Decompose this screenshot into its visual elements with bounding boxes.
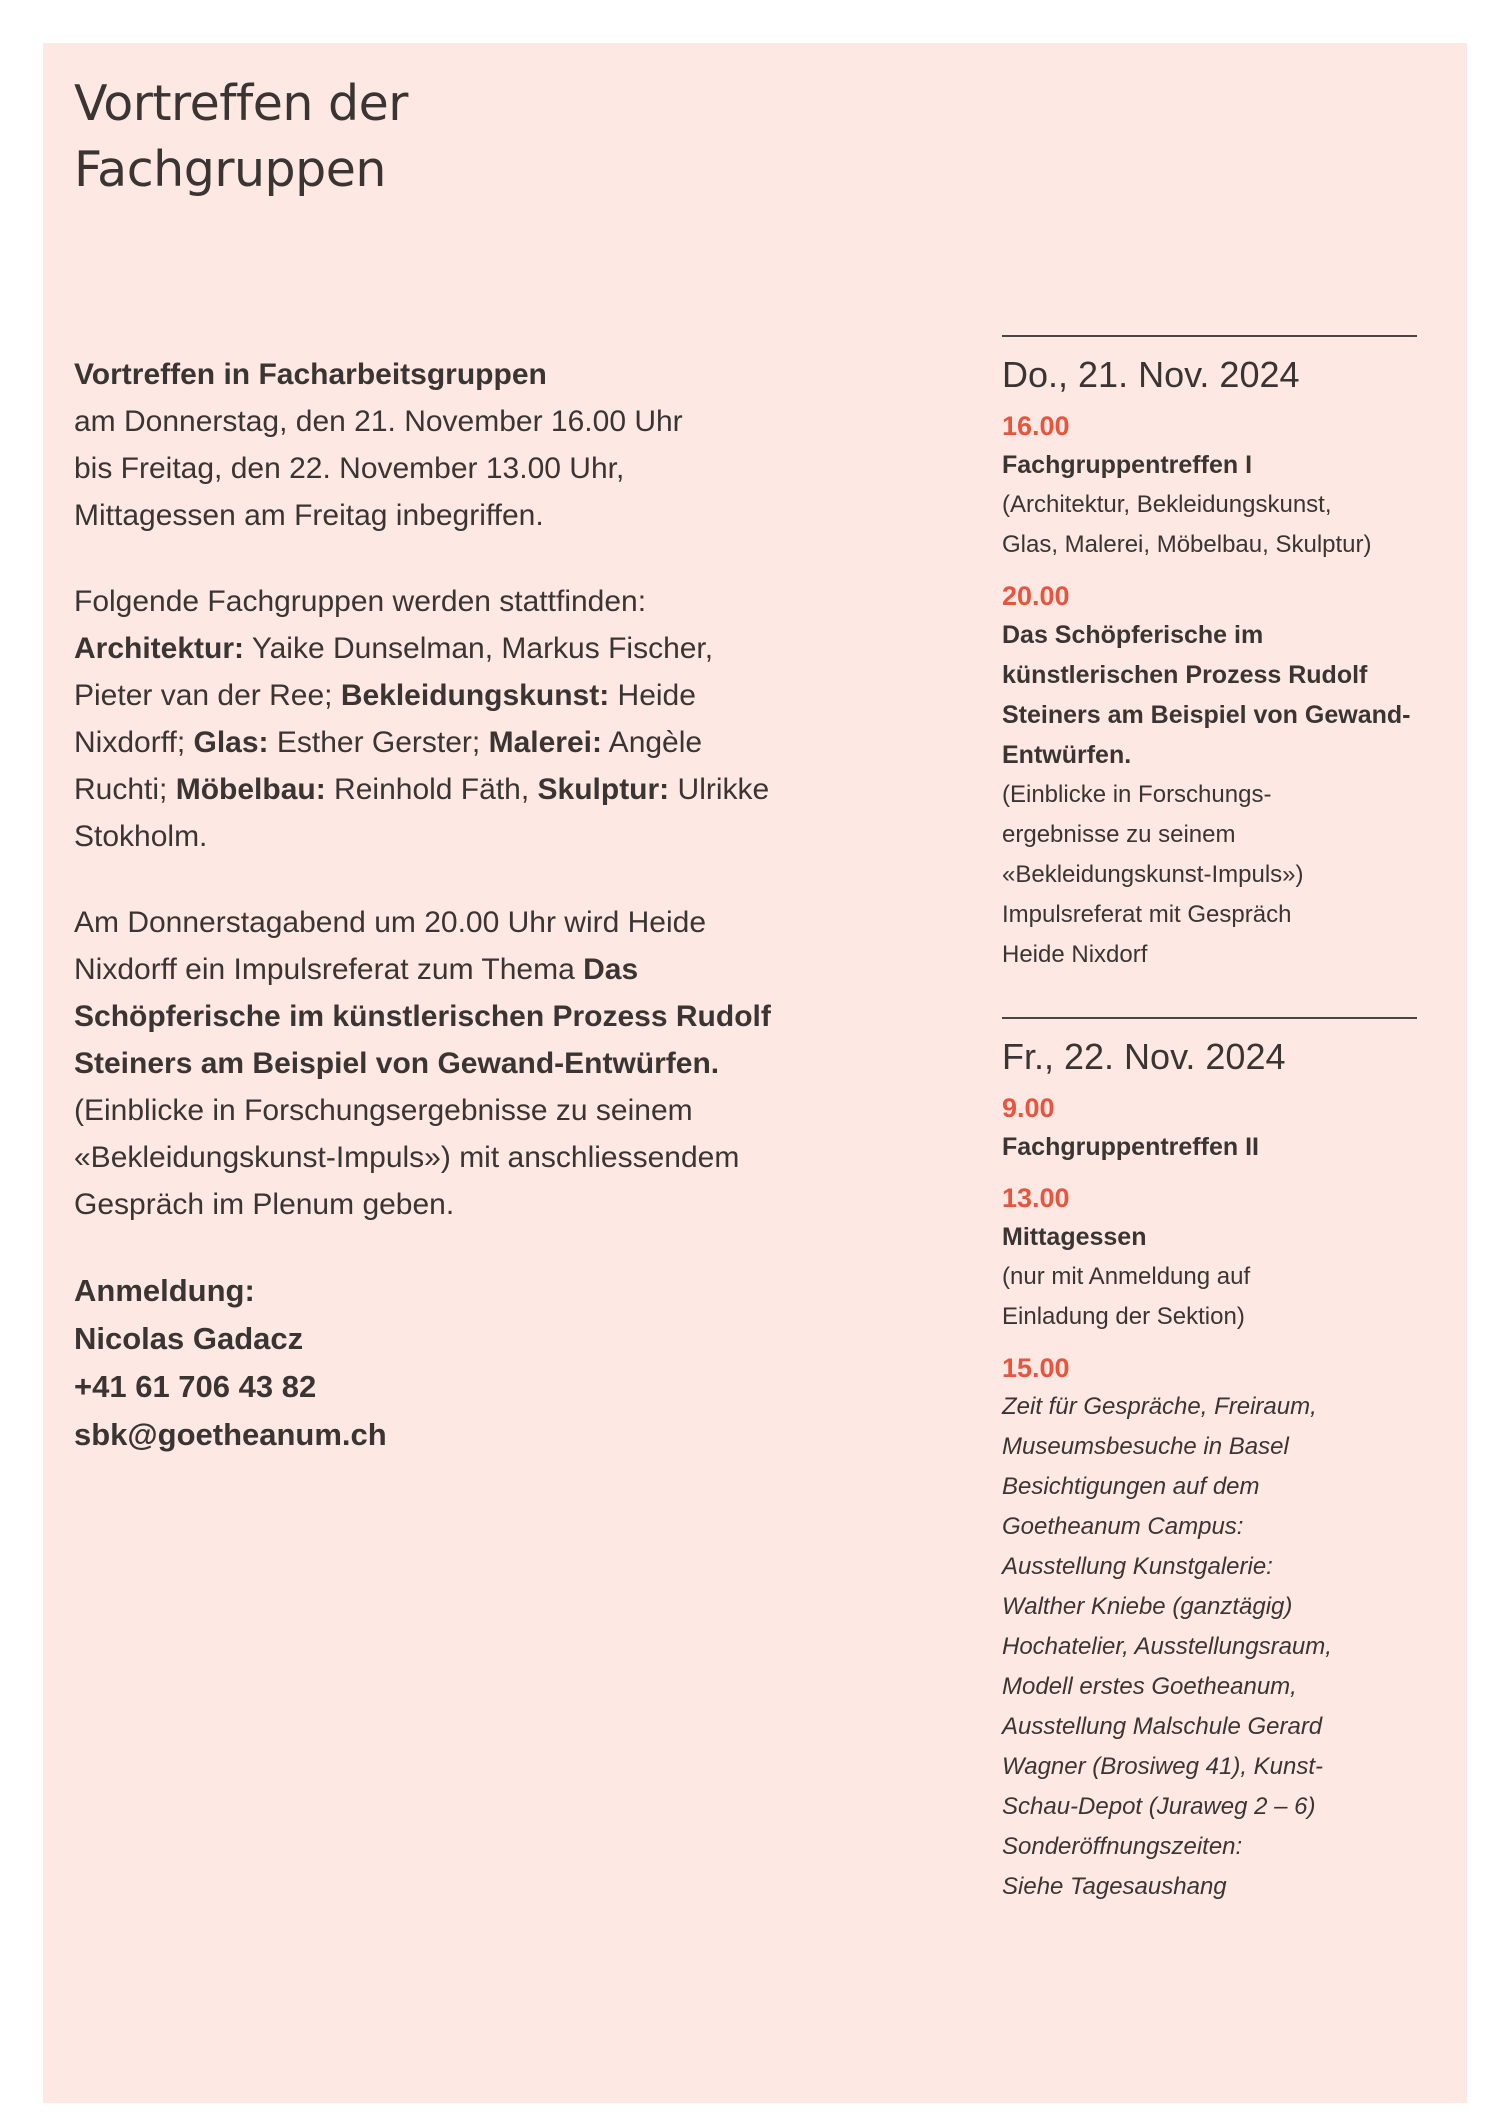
item-title: Fachgruppentreffen II bbox=[1002, 1133, 1259, 1161]
title-line-2: Fachgruppen bbox=[74, 141, 386, 198]
item-description-line: Walther Kniebe (ganztägig) bbox=[1002, 1593, 1293, 1620]
item-description-line: Impulsreferat mit Gespräch bbox=[1002, 901, 1292, 928]
groups-lead: Folgende Fachgruppen werden stattfinden: bbox=[74, 585, 647, 618]
description-column bbox=[74, 351, 794, 1498]
item-description-line: Museumsbesuche in Basel bbox=[1002, 1433, 1289, 1460]
schedule-column bbox=[1002, 335, 1417, 1949]
item-description bbox=[1002, 775, 1417, 975]
group-members: Reinhold Fäth, bbox=[325, 773, 538, 806]
intro-line: bis Freitag, den 22. November 13.00 Uhr, bbox=[74, 452, 625, 485]
page-title bbox=[74, 71, 408, 203]
item-description-line: Wagner (Brosiweg 41), Kunst- bbox=[1002, 1753, 1324, 1780]
contact-name: Nicolas Gadacz bbox=[74, 1321, 304, 1356]
item-description-line: Zeit für Gespräche, Freiraum, bbox=[1002, 1393, 1317, 1420]
contact-label: Anmeldung: bbox=[74, 1273, 255, 1308]
day-date: Do., 21. Nov. 2024 bbox=[1002, 354, 1300, 395]
group-label: Bekleidungskunst: bbox=[340, 679, 610, 712]
item-description-line: Ausstellung Kunstgalerie: bbox=[1002, 1553, 1273, 1580]
group-members: Ulrikke Stokholm. bbox=[74, 773, 770, 853]
group-label: Möbelbau: bbox=[175, 773, 326, 806]
intro-line: am Donnerstag, den 21. November 16.00 Uhr bbox=[74, 405, 683, 438]
item-title: Fachgruppentreffen I bbox=[1002, 451, 1253, 479]
item-description bbox=[1002, 1257, 1417, 1337]
item-description bbox=[1002, 485, 1417, 565]
group-label: Architektur: bbox=[74, 632, 245, 665]
item-description-line: «Bekleidungskunst-Impuls») bbox=[1002, 861, 1304, 888]
title-line-1: Vortreffen der bbox=[74, 75, 408, 132]
schedule-day bbox=[1002, 1017, 1417, 1907]
item-description-line: Siehe Tagesaushang bbox=[1002, 1873, 1227, 1900]
item-description-line: Glas, Malerei, Möbelbau, Skulptur) bbox=[1002, 531, 1372, 558]
lecture-title: Das Schöpferische im künstlerischen Prozess Rudolf Steiners am Beispiel von Gewand-Entwürfen. bbox=[74, 953, 771, 1080]
item-description-line: (Architektur, Bekleidungskunst, bbox=[1002, 491, 1332, 518]
intro-line: Mittagessen am Freitag inbegriffen. bbox=[74, 499, 544, 532]
item-description-line: Goetheanum Campus: bbox=[1002, 1513, 1244, 1540]
item-description-line: Schau-Depot (Juraweg 2 – 6) bbox=[1002, 1793, 1316, 1820]
group-members: Angèle Ruchti; bbox=[74, 726, 703, 806]
item-description-line: (Einblicke in Forschungs- bbox=[1002, 781, 1272, 808]
groups-paragraph bbox=[74, 578, 794, 860]
lecture-details: (Einblicke in Forschungsergebnisse zu seinem «Bekleidungskunst-Impuls») mit anschliessendem Gespräch im Plenum geben. bbox=[74, 1094, 740, 1221]
schedule-item bbox=[1002, 577, 1417, 975]
item-description bbox=[1002, 1387, 1417, 1907]
lecture-paragraph bbox=[74, 899, 794, 1228]
intro-heading: Vortreffen in Facharbeitsgruppen bbox=[74, 358, 547, 391]
schedule-day bbox=[1002, 335, 1417, 975]
schedule-item bbox=[1002, 1349, 1417, 1907]
item-description-line: Einladung der Sektion) bbox=[1002, 1303, 1245, 1330]
lecture-intro: Am Donnerstagabend um 20.00 Uhr wird Heide Nixdorff ein Impulsreferat zum Thema bbox=[74, 906, 707, 986]
item-time: 15.00 bbox=[1002, 1353, 1070, 1383]
item-title: Das Schöpferische im künstlerischen Prozess Rudolf Steiners am Beispiel von Gewand-Entwürfen. bbox=[1002, 621, 1411, 769]
intro-paragraph bbox=[74, 351, 794, 539]
item-description-line: Modell erstes Goetheanum, bbox=[1002, 1673, 1297, 1700]
day-date: Fr., 22. Nov. 2024 bbox=[1002, 1036, 1286, 1077]
item-description-line: Sonderöffnungszeiten: bbox=[1002, 1833, 1243, 1860]
group-members: Esther Gerster; bbox=[268, 726, 489, 759]
group-members: Yaike Dunselman, Markus Fischer, Pieter van der Ree; bbox=[74, 632, 714, 712]
group-members: Heide Nixdorff; bbox=[74, 679, 696, 759]
schedule-item bbox=[1002, 1089, 1417, 1167]
item-time: 9.00 bbox=[1002, 1093, 1055, 1123]
item-time: 20.00 bbox=[1002, 581, 1070, 611]
item-description-line: (nur mit Anmeldung auf bbox=[1002, 1263, 1251, 1290]
group-label: Glas: bbox=[193, 726, 269, 759]
item-description-line: Hochatelier, Ausstellungsraum, bbox=[1002, 1633, 1332, 1660]
content-panel bbox=[43, 43, 1467, 2103]
item-description-line: ergebnisse zu seinem bbox=[1002, 821, 1236, 848]
contact-email[interactable]: sbk@goetheanum.ch bbox=[74, 1417, 387, 1452]
item-title: Mittagessen bbox=[1002, 1223, 1147, 1251]
group-label: Malerei: bbox=[488, 726, 602, 759]
contact-phone[interactable]: +41 61 706 43 82 bbox=[74, 1369, 317, 1404]
item-description-line: Besichtigungen auf dem bbox=[1002, 1473, 1260, 1500]
group-label: Skulptur: bbox=[537, 773, 670, 806]
item-description-line: Ausstellung Malschule Gerard bbox=[1002, 1713, 1323, 1740]
schedule-item bbox=[1002, 407, 1417, 565]
item-description-line: Heide Nixdorf bbox=[1002, 941, 1148, 968]
item-time: 13.00 bbox=[1002, 1183, 1070, 1213]
contact-block bbox=[74, 1267, 794, 1459]
item-time: 16.00 bbox=[1002, 411, 1070, 441]
schedule-item bbox=[1002, 1179, 1417, 1337]
